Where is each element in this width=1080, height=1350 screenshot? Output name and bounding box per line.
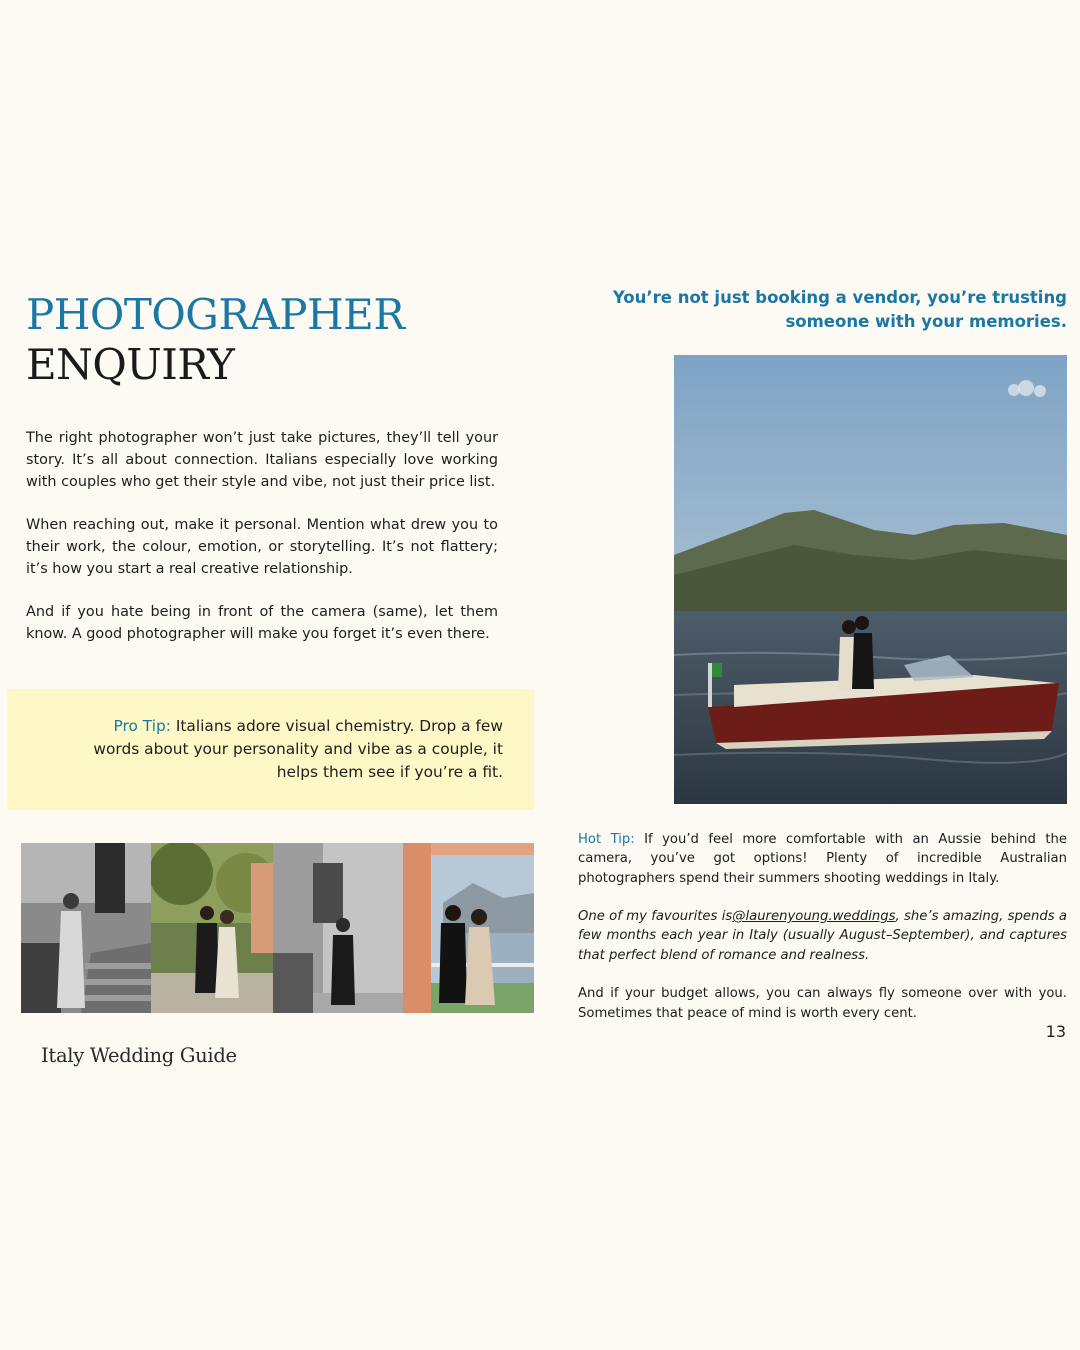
photo-couple-garden (151, 843, 273, 1013)
intro-paragraph: The right photographer won’t just take pictures, they’ll tell your story. It’s all about connection. Italians especially love working with couples who get their style and vibe, not just their price list. (26, 430, 498, 490)
intro-text (26, 428, 498, 668)
hot-tip-label: Hot Tip: (578, 832, 635, 847)
photo-couple-boat-lake (674, 355, 1067, 804)
intro-paragraph: And if you hate being in front of the camera (same), let them know. A good photographer will make you forget it’s even there. (26, 604, 498, 643)
pro-tip-label: Pro Tip: (113, 717, 171, 735)
photo-couple-balcony-lake (403, 843, 534, 1013)
intro-paragraph: When reaching out, make it personal. Mention what drew you to their work, the colour, emotion, or storytelling. It’s not flattery; it’s how you start a real creative relationship. (26, 517, 498, 577)
photo-couple-bw-stairs (21, 843, 151, 1013)
page-number: 13 (1045, 1022, 1066, 1041)
guide-footer-title: Italy Wedding Guide (41, 1044, 237, 1067)
pro-tip-text: Italians adore visual chemistry. Drop a few words about your personality and vibe as a couple, it helps them see if you’re a fit. (93, 717, 503, 782)
title-line-2: ENQUIRY (26, 340, 235, 389)
page-title (26, 290, 404, 390)
favourite-post: , she’s amazing, spends a few months each year in Italy (usually August–September), and captures that perfect blend of romance and realness. (578, 909, 1067, 963)
hot-tip-body: If you’d feel more comfortable with an Aussie behind the camera, you’ve got options! Plenty of incredible Australian photographers spend their summers shooting weddings in Italy. (578, 832, 1067, 886)
photo-groom-doorway (273, 843, 403, 1013)
hot-tip-paragraph (578, 830, 1067, 888)
budget-paragraph: And if your budget allows, you can always fly someone over with you. Sometimes that peace of mind is worth every cent. (578, 986, 1067, 1021)
favourite-pre: One of my favourites is (578, 909, 733, 925)
pro-tip-box (7, 689, 534, 810)
favourite-photographer-paragraph (578, 907, 1067, 965)
couple-photo-strip (21, 843, 534, 1013)
pull-quote: You’re not just booking a vendor, you’re trusting someone with your memories. (612, 288, 1067, 331)
hot-tip-text (578, 830, 1067, 1042)
title-line-1: PHOTOGRAPHER (26, 290, 405, 339)
photographer-handle-link[interactable]: @laurenyoung.weddings (732, 909, 896, 925)
